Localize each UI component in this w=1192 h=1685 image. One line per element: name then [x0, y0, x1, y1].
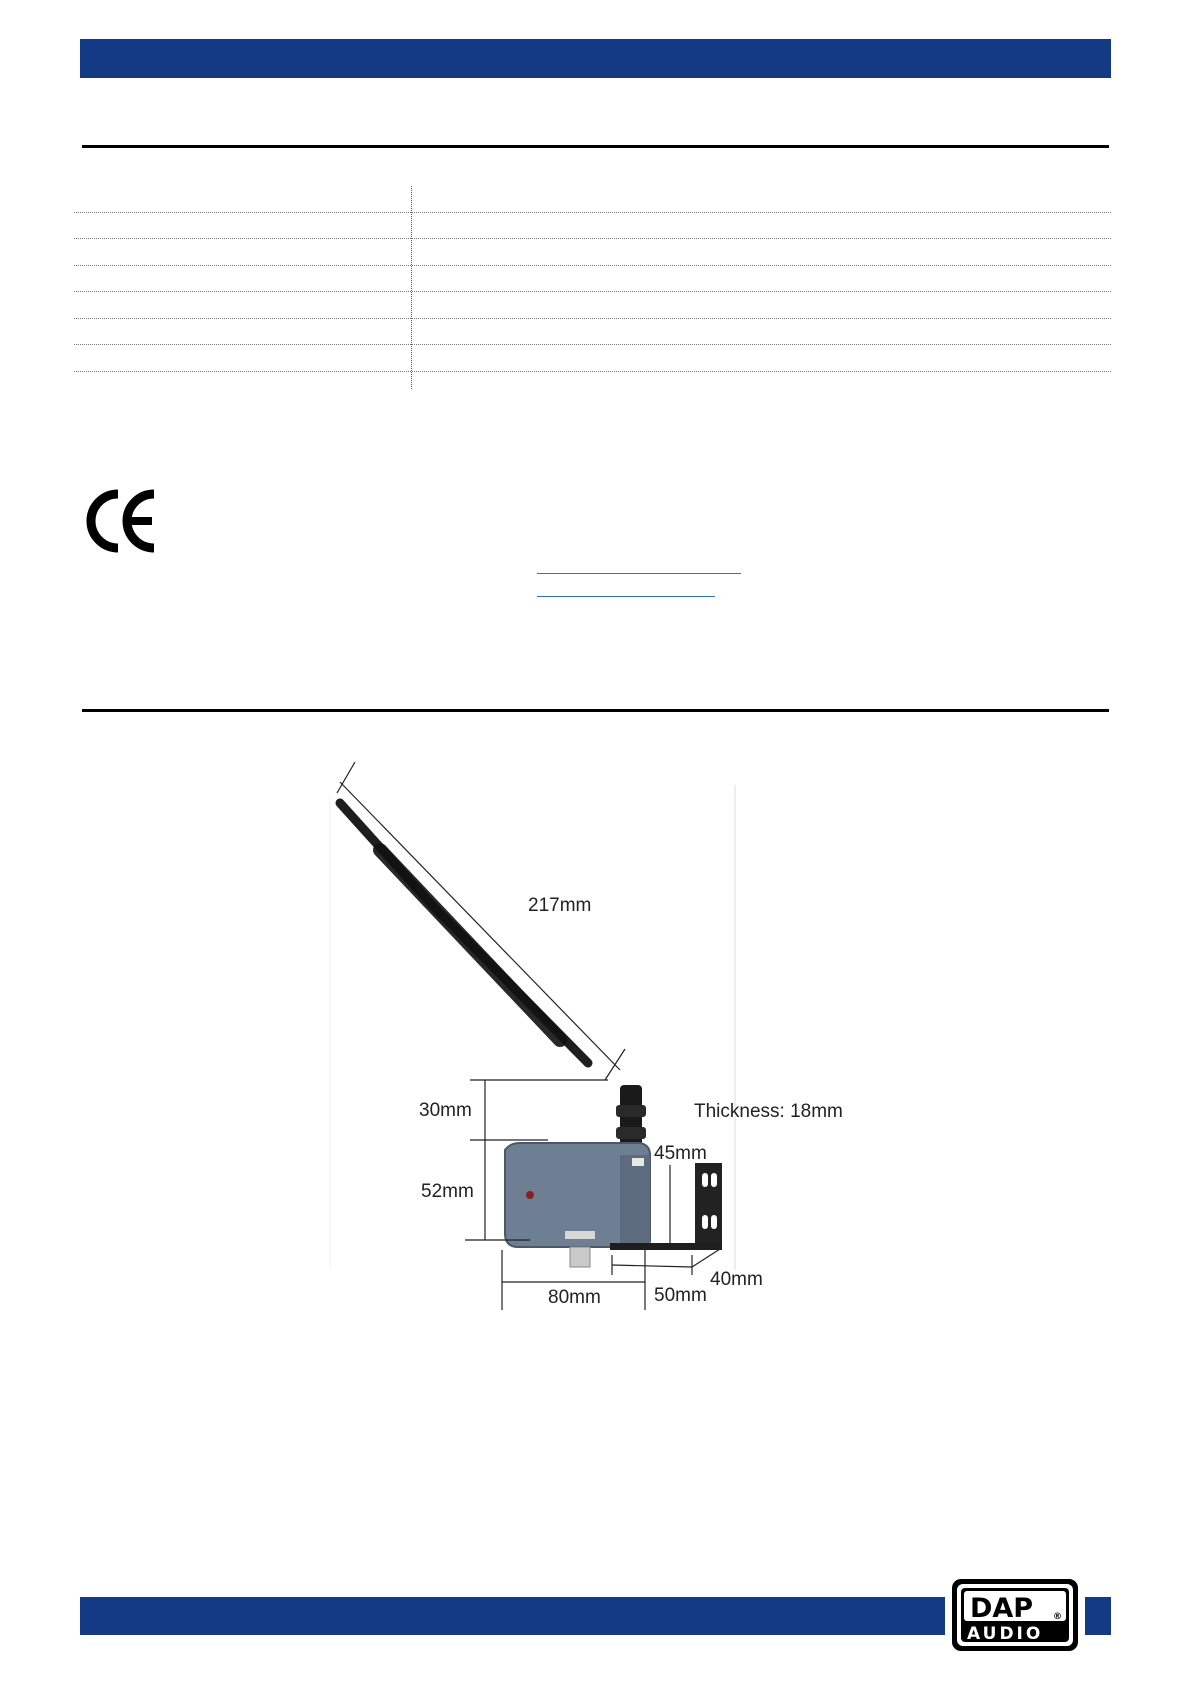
- table-row: [74, 239, 1111, 266]
- section-divider-dimensions: [82, 709, 1109, 712]
- dap-audio-logo: [950, 1577, 1080, 1653]
- footer-bar-end: [1085, 1597, 1111, 1635]
- ce-mark-icon: [86, 488, 158, 554]
- label-bracket-length: 50mm: [654, 1285, 707, 1306]
- dimensions-drawing: [320, 755, 880, 1315]
- label-bracket-depth: 40mm: [710, 1269, 763, 1290]
- logo-registered-mark: ®: [1053, 1612, 1062, 1622]
- table-row: [74, 319, 1111, 346]
- label-antenna-length: 217mm: [528, 895, 592, 916]
- section-divider-specifications: [82, 145, 1109, 148]
- table-row: [74, 213, 1111, 240]
- table-row: [74, 186, 1111, 213]
- table-row: [74, 372, 1111, 398]
- logo-text-audio: AUDIO: [967, 1624, 1044, 1644]
- label-body-width: 80mm: [548, 1287, 601, 1308]
- hyperlink-2[interactable]: [537, 596, 715, 597]
- label-thickness: Thickness: 18mm: [694, 1101, 843, 1122]
- label-bracket-height: 45mm: [654, 1143, 707, 1164]
- label-antenna-base-height: 30mm: [419, 1100, 472, 1121]
- table-row: [74, 345, 1111, 372]
- logo-text-dap: DAP: [970, 1593, 1034, 1624]
- specifications-table: [74, 186, 1111, 397]
- hyperlink-1[interactable]: [537, 573, 741, 574]
- header-bar: [80, 39, 1111, 78]
- footer-bar: [80, 1597, 945, 1635]
- label-body-height: 52mm: [421, 1181, 474, 1202]
- table-row: [74, 266, 1111, 293]
- antenna: [340, 803, 646, 1150]
- table-row: [74, 292, 1111, 319]
